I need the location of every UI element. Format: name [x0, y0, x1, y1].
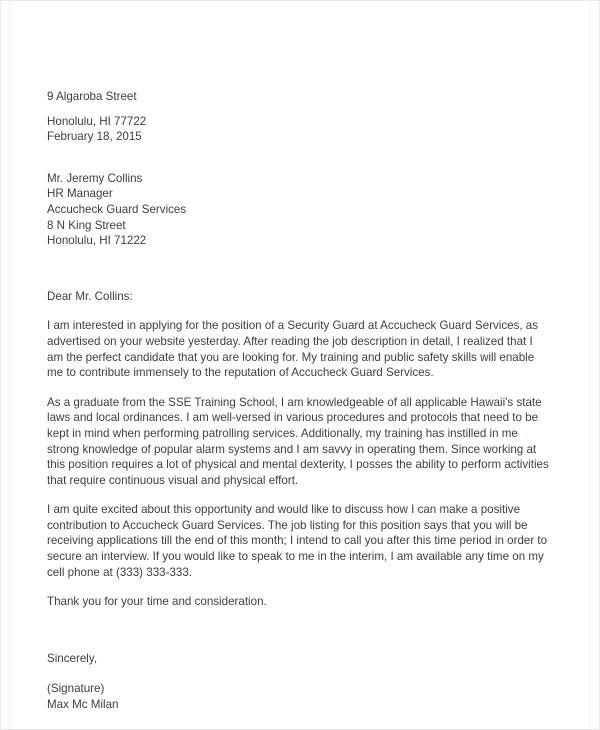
- recipient-name: Mr. Jeremy Collins: [47, 171, 143, 185]
- recipient-company: Accucheck Guard Services: [47, 202, 187, 216]
- sender-street: 9 Algaroba Street: [47, 90, 137, 103]
- sender-city-date-block: [47, 114, 551, 145]
- body-paragraph-1: I am interested in applying for the position of a Security Guard at Accucheck Guard Services, as advertised on your website yesterday. After reading the job description in detail, I realized that I am the perfect candidate that you are looking for. My training and public safety skills will enable me to contribute immensely to the reputation of Accucheck Guard Services.: [47, 319, 539, 380]
- closing-salutation: Sincerely,: [47, 651, 98, 665]
- closing-thanks: Thank you for your time and consideration.: [47, 595, 267, 609]
- recipient-city-state-zip: Honolulu, HI 71222: [47, 234, 147, 248]
- recipient-address-block: [47, 171, 551, 249]
- letter-date: February 18, 2015: [47, 130, 142, 144]
- recipient-title: HR Manager: [47, 187, 113, 201]
- body-paragraph-3: I am quite excited about this opportunity and would like to discuss how I can make a positive contribution to Accucheck Guard Services. The job listing for this position says that you will be receiving applications till the end of this month; I intend to call you after this time period in order to secure an interview. If you would like to speak to me in the interim, I am available any time on my cell phone at (333) 333-333.: [47, 503, 548, 579]
- recipient-street: 8 N King Street: [47, 218, 126, 232]
- body-paragraph-2: As a graduate from the SSE Training School, I am knowledgeable of all applicable Hawaii's state laws and local ordinances. I am well-versed in various procedures and protocols that need to be kept in mind when performing patrolling services. Additionally, my training has instilled in me strong knowledge of popular alarm systems and I am savvy in operating them. Since working at this position requires a lot of physical and mental dexterity, I posses the ability to perform activities that require continuous visual and physical effort.: [47, 395, 549, 487]
- sender-city-state-zip: Honolulu, HI 77722: [47, 114, 147, 128]
- signature-block: [47, 681, 551, 712]
- signature-placeholder: (Signature): [47, 682, 105, 696]
- signer-name: Max Mc Milan: [47, 698, 119, 712]
- sender-street-block: [47, 89, 551, 105]
- salutation: Dear Mr. Collins:: [47, 289, 133, 303]
- letter-body: [47, 89, 551, 713]
